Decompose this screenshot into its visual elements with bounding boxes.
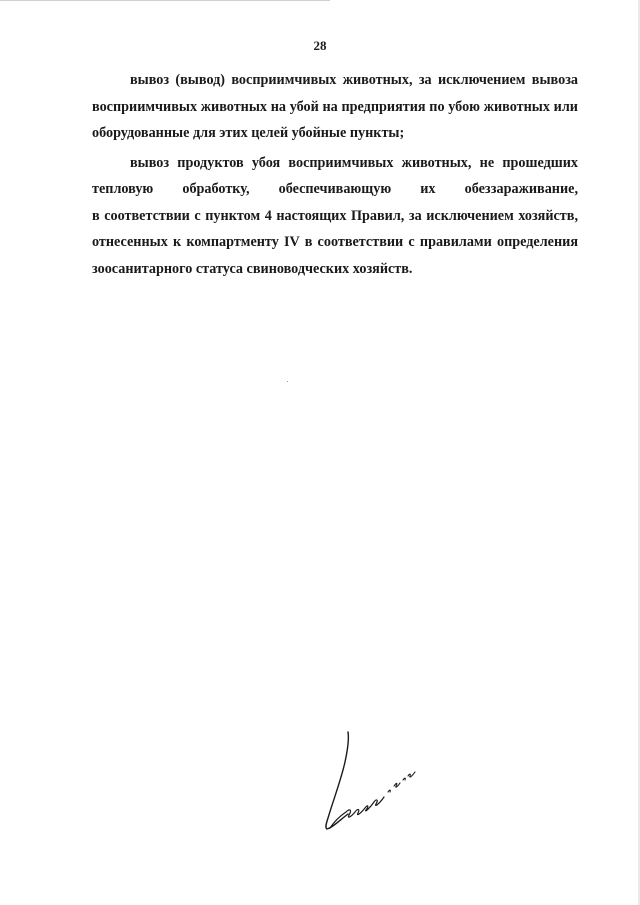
paragraph-line: тепловую обработку, обеспечивающую их обеззараживание,	[92, 181, 578, 197]
page-number: 28	[313, 38, 327, 53]
paragraph-line: оборудованные для этих целей убойные пункты;	[92, 125, 405, 141]
paragraph-line: восприимчивых животных на убой на предприятия по убою животных или	[92, 98, 578, 115]
scan-speck	[287, 381, 288, 382]
paragraph-line: вывоз (вывод) восприимчивых животных, за исключением вывоза	[130, 72, 578, 88]
paragraph-line: зоосанитарного статуса свиноводческих хозяйств.	[92, 260, 413, 277]
handwritten-signature	[318, 728, 418, 838]
paragraph-2	[92, 150, 578, 283]
paragraph-line: вывоз продуктов убоя восприимчивых животных, не прошедших	[130, 154, 578, 171]
document-body	[92, 67, 578, 285]
paragraph-1	[92, 67, 578, 147]
paragraph-line: отнесенных к компартменту IV в соответствии с правилами определения	[92, 234, 578, 250]
paragraph-line: в соответствии с пунктом 4 настоящих Правил, за исключением хозяйств,	[92, 207, 578, 224]
top-scan-rule	[0, 0, 330, 1]
